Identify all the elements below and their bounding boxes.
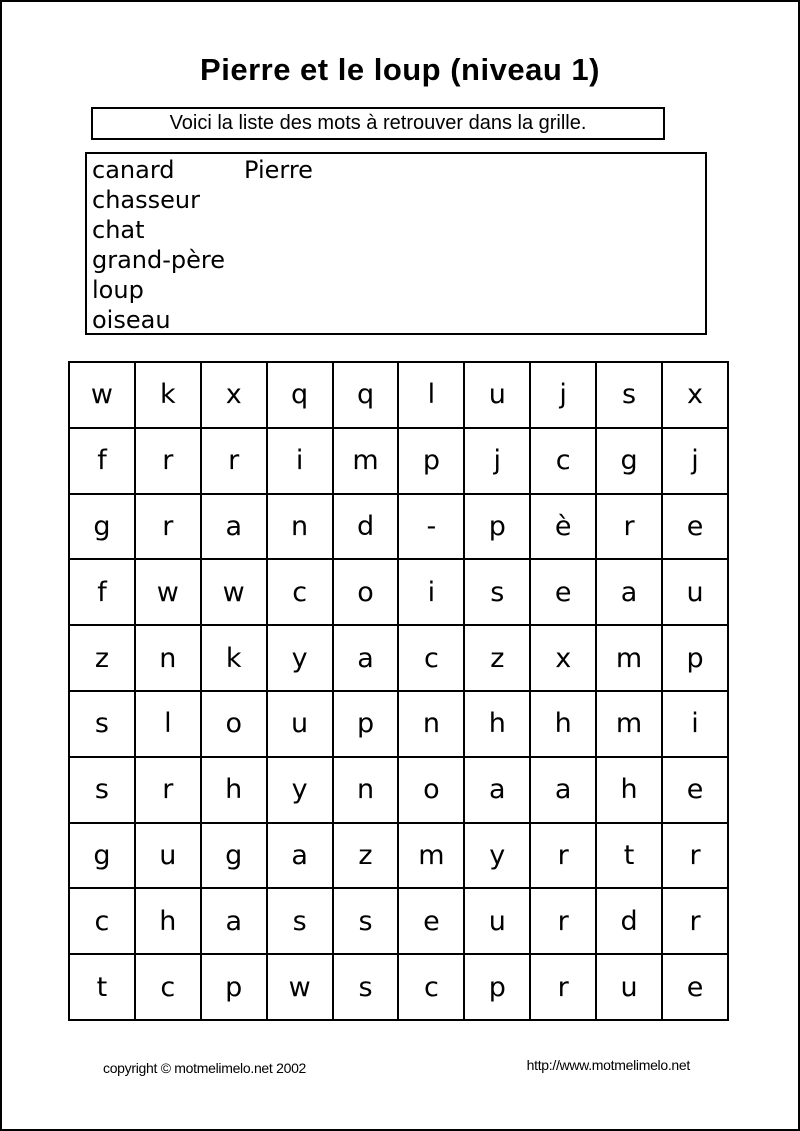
grid-cell: h: [530, 691, 596, 757]
grid-cell: n: [398, 691, 464, 757]
page-title: Pierre et le loup (niveau 1): [200, 52, 600, 87]
grid-cell: r: [662, 823, 728, 889]
grid-cell: n: [135, 625, 201, 691]
grid-cell: m: [596, 691, 662, 757]
grid-cell: g: [69, 494, 135, 560]
grid-cell: è: [530, 494, 596, 560]
grid-cell: w: [267, 954, 333, 1020]
grid-cell: f: [69, 428, 135, 494]
letter-grid: [68, 361, 729, 1021]
word-list-column-1: [92, 155, 225, 335]
grid-cell: q: [333, 362, 399, 428]
grid-cell: t: [596, 823, 662, 889]
grid-cell: h: [464, 691, 530, 757]
grid-cell: r: [135, 494, 201, 560]
grid-cell: j: [530, 362, 596, 428]
grid-cell: o: [398, 757, 464, 823]
grid-cell: x: [201, 362, 267, 428]
grid-cell: m: [596, 625, 662, 691]
word-list-item: chat: [92, 216, 145, 244]
grid-cell: j: [464, 428, 530, 494]
word-list-box: [85, 152, 707, 335]
grid-cell: -: [398, 494, 464, 560]
grid-cell: p: [333, 691, 399, 757]
word-list-item: oiseau: [92, 306, 171, 334]
grid-cell: g: [69, 823, 135, 889]
grid-cell: y: [267, 625, 333, 691]
grid-cell: i: [398, 559, 464, 625]
grid-cell: l: [398, 362, 464, 428]
grid-cell: n: [267, 494, 333, 560]
footer-copyright: copyright © motmelimelo.net 2002: [103, 1060, 307, 1076]
word-list-item: loup: [92, 276, 144, 304]
word-list-item: canard: [92, 156, 175, 184]
grid-cell: r: [662, 888, 728, 954]
word-list-column-2: [244, 155, 313, 185]
grid-cell: c: [398, 954, 464, 1020]
grid-cell: s: [333, 888, 399, 954]
grid-row: [69, 559, 728, 625]
grid-cell: l: [135, 691, 201, 757]
grid-cell: u: [662, 559, 728, 625]
grid-cell: z: [464, 625, 530, 691]
grid-cell: u: [267, 691, 333, 757]
grid-cell: c: [530, 428, 596, 494]
grid-cell: s: [333, 954, 399, 1020]
grid-cell: o: [333, 559, 399, 625]
grid-cell: a: [333, 625, 399, 691]
grid-cell: g: [201, 823, 267, 889]
grid-cell: x: [530, 625, 596, 691]
grid-cell: k: [135, 362, 201, 428]
instruction-text: Voici la liste des mots à retrouver dans la grille.: [169, 112, 587, 134]
grid-cell: x: [662, 362, 728, 428]
grid-row: [69, 362, 728, 428]
grid-cell: p: [464, 494, 530, 560]
word-list-item: grand-père: [92, 246, 226, 274]
grid-cell: c: [69, 888, 135, 954]
grid-cell: a: [201, 888, 267, 954]
grid-cell: s: [267, 888, 333, 954]
grid-cell: a: [267, 823, 333, 889]
grid-row: [69, 691, 728, 757]
footer-url: http://www.motmelimelo.net: [526, 1057, 690, 1073]
grid-cell: e: [530, 559, 596, 625]
grid-cell: c: [135, 954, 201, 1020]
grid-row: [69, 494, 728, 560]
grid-cell: r: [530, 888, 596, 954]
grid-row: [69, 888, 728, 954]
grid-cell: u: [464, 888, 530, 954]
grid-cell: r: [530, 823, 596, 889]
grid-cell: w: [201, 559, 267, 625]
grid-cell: y: [464, 823, 530, 889]
grid-cell: e: [662, 954, 728, 1020]
grid-cell: z: [69, 625, 135, 691]
grid-cell: w: [69, 362, 135, 428]
instruction-box: [91, 107, 665, 140]
grid-cell: w: [135, 559, 201, 625]
grid-row: [69, 823, 728, 889]
grid-cell: s: [69, 757, 135, 823]
grid-cell: j: [662, 428, 728, 494]
grid-cell: y: [267, 757, 333, 823]
grid-cell: t: [69, 954, 135, 1020]
word-list-item: chasseur: [92, 186, 200, 214]
grid-cell: d: [596, 888, 662, 954]
grid-cell: e: [398, 888, 464, 954]
grid-row: [69, 625, 728, 691]
grid-cell: n: [333, 757, 399, 823]
grid-cell: r: [135, 757, 201, 823]
grid-cell: r: [530, 954, 596, 1020]
grid-row: [69, 954, 728, 1020]
grid-cell: q: [267, 362, 333, 428]
grid-cell: m: [333, 428, 399, 494]
grid-cell: s: [69, 691, 135, 757]
grid-cell: z: [333, 823, 399, 889]
grid-cell: r: [201, 428, 267, 494]
grid-cell: u: [596, 954, 662, 1020]
grid-cell: o: [201, 691, 267, 757]
grid-cell: e: [662, 757, 728, 823]
grid-cell: f: [69, 559, 135, 625]
grid-cell: u: [464, 362, 530, 428]
grid-cell: h: [201, 757, 267, 823]
grid-cell: a: [201, 494, 267, 560]
grid-cell: u: [135, 823, 201, 889]
word-list-item: Pierre: [244, 156, 313, 184]
grid-cell: p: [201, 954, 267, 1020]
grid-cell: a: [464, 757, 530, 823]
grid-cell: r: [135, 428, 201, 494]
grid-cell: p: [464, 954, 530, 1020]
grid-cell: g: [596, 428, 662, 494]
grid-cell: c: [398, 625, 464, 691]
grid-row: [69, 757, 728, 823]
grid-cell: r: [596, 494, 662, 560]
grid-cell: a: [596, 559, 662, 625]
grid-cell: a: [530, 757, 596, 823]
grid-cell: d: [333, 494, 399, 560]
grid-cell: h: [135, 888, 201, 954]
grid-cell: p: [398, 428, 464, 494]
grid-cell: e: [662, 494, 728, 560]
grid-cell: p: [662, 625, 728, 691]
grid-cell: k: [201, 625, 267, 691]
grid-cell: m: [398, 823, 464, 889]
grid-cell: s: [464, 559, 530, 625]
letter-grid-body: [69, 362, 728, 1020]
grid-cell: i: [662, 691, 728, 757]
grid-cell: i: [267, 428, 333, 494]
grid-cell: h: [596, 757, 662, 823]
grid-cell: c: [267, 559, 333, 625]
grid-cell: s: [596, 362, 662, 428]
grid-row: [69, 428, 728, 494]
